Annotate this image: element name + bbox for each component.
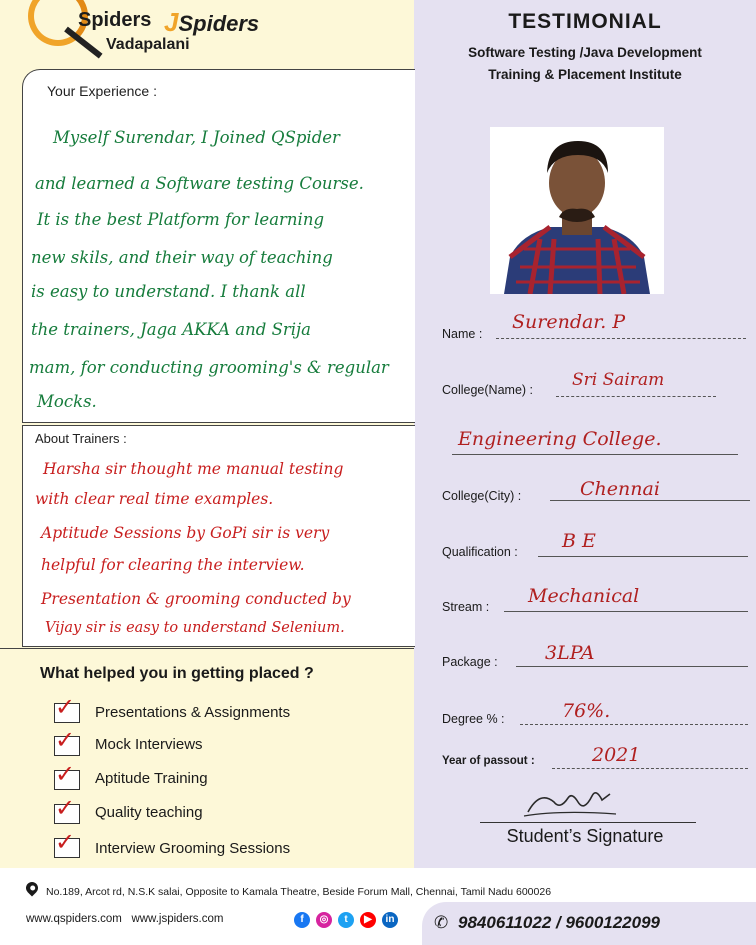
package-label: Package : [442, 655, 498, 669]
experience-label: Your Experience : [47, 83, 157, 99]
experience-line: Mocks. [37, 392, 97, 411]
college-name-label: College(Name) : [442, 383, 534, 397]
college-city-line [550, 500, 750, 501]
phone-numbers[interactable]: 9840611022 / 9600122099 [458, 913, 660, 932]
passout-label: Year of passout : [442, 755, 535, 767]
college-name-line [556, 396, 716, 397]
tick-icon: ✓ [55, 694, 76, 721]
youtube-icon[interactable]: ▶ [360, 912, 376, 928]
trainers-line: Harsha sir thought me manual testing [43, 460, 344, 478]
experience-line: Myself Surendar, I Joined QSpider [53, 128, 340, 147]
college-city-value: Chennai [580, 478, 660, 500]
helped-section [0, 648, 414, 869]
tick-icon: ✓ [55, 795, 76, 822]
signature-line [480, 822, 696, 823]
package-line [516, 666, 748, 667]
trainers-label: About Trainers : [35, 431, 127, 446]
twitter-icon[interactable]: t [338, 912, 354, 928]
helped-item: Interview Grooming Sessions [95, 840, 291, 857]
experience-line: new skils, and their way of teaching [31, 248, 333, 267]
tick-icon: ✓ [55, 727, 76, 754]
footer [0, 868, 756, 945]
student-photo-icon [490, 127, 664, 294]
experience-line: It is the best Platform for learning [37, 210, 325, 229]
degree-line [520, 724, 748, 725]
trainers-line: helpful for clearing the interview. [41, 556, 305, 574]
qualification-label: Qualification : [442, 545, 518, 559]
degree-value: 76%. [562, 700, 611, 722]
passout-value: 2021 [592, 744, 641, 766]
j-name: Spiders [178, 11, 260, 36]
brand-location: Vadapalani [106, 36, 190, 53]
college-city-label: College(City) : [442, 489, 522, 503]
college-name-line-2 [452, 454, 738, 455]
helped-item: Presentations & Assignments [95, 704, 291, 721]
name-line [496, 338, 746, 339]
phone-icon: ✆ [434, 913, 449, 932]
j-letter: J [164, 7, 179, 37]
trainers-line: Presentation & grooming conducted by [41, 590, 351, 608]
page-title: TESTIMONIAL [508, 10, 662, 33]
trainers-box [22, 425, 415, 647]
experience-line: and learned a Software testing Course. [35, 174, 364, 193]
helped-item: Quality teaching [95, 804, 203, 821]
helped-item: Mock Interviews [95, 736, 203, 753]
tick-icon: ✓ [55, 761, 76, 788]
checkbox [54, 761, 80, 790]
brand-qspiders: Spiders [78, 9, 152, 31]
tick-icon: ✓ [55, 829, 76, 856]
helped-title: What helped you in getting placed ? [40, 665, 314, 682]
location-pin-icon [24, 880, 41, 897]
stream-value: Mechanical [528, 585, 640, 607]
helped-item: Aptitude Training [95, 770, 208, 787]
experience-box [22, 69, 415, 423]
checkbox [54, 694, 80, 723]
websites: www.qspiders.com www.jspiders.com [26, 913, 224, 925]
checkbox [54, 829, 80, 858]
instagram-icon[interactable]: ◎ [316, 912, 332, 928]
degree-label: Degree % : [442, 712, 505, 726]
trainers-line: with clear real time examples. [35, 490, 274, 508]
name-value: Surendar. P [512, 311, 626, 333]
subtitle-line1: Software Testing /Java Development [468, 45, 702, 60]
experience-line: is easy to understand. I thank all [31, 282, 306, 301]
name-label: Name : [442, 327, 483, 341]
student-photo [490, 127, 664, 294]
experience-line: mam, for conducting grooming's & regular [29, 358, 389, 377]
checkbox [54, 727, 80, 756]
signature-label: Student’s Signature [506, 826, 664, 846]
qualification-value: B E [562, 530, 596, 552]
signature-icon [520, 784, 620, 820]
college-name-value: Sri Sairam [572, 370, 665, 390]
signature-mark [520, 784, 620, 820]
college-name-value-2: Engineering College. [458, 428, 662, 450]
trainers-line: Aptitude Sessions by GoPi sir is very [41, 524, 330, 542]
brand-logo [26, 0, 406, 60]
qualification-line [538, 556, 748, 557]
stream-label: Stream : [442, 600, 490, 614]
trainers-line: Vijay sir is easy to understand Selenium. [45, 620, 345, 636]
checkbox [54, 795, 80, 824]
linkedin-icon[interactable]: in [382, 912, 398, 928]
brand-jspiders [164, 7, 259, 38]
subtitle-line2: Training & Placement Institute [488, 67, 682, 82]
stream-line [504, 611, 748, 612]
passout-line [552, 768, 748, 769]
phone-bar [422, 902, 756, 945]
package-value: 3LPA [545, 642, 595, 664]
experience-line: the trainers, Jaga AKKA and Srija [31, 320, 311, 339]
facebook-icon[interactable]: f [294, 912, 310, 928]
address: No.189, Arcot rd, N.S.K salai, Opposite to Kamala Theatre, Beside Forum Mall, Chennai, Tamil Nadu 600026 [46, 886, 552, 898]
